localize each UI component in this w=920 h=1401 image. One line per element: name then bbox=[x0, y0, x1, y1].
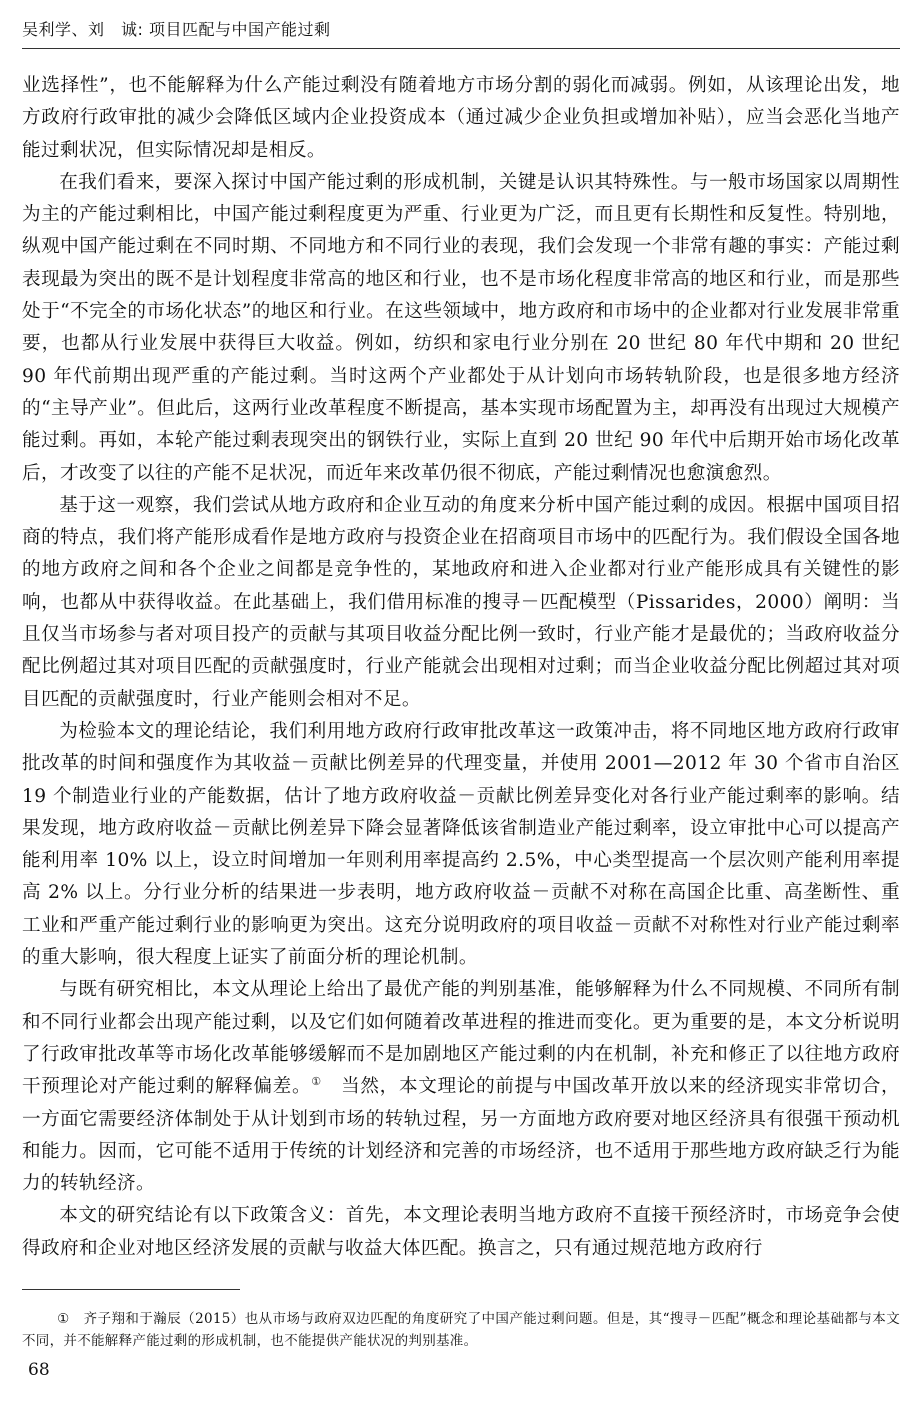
footnote-mark: ① bbox=[57, 1311, 70, 1327]
paragraph-2: 在我们看来，要深入探讨中国产能过剩的形成机制，关键是认识其特殊性。与一般市场国家以周期性为主的产能过剩相比，中国产能过剩程度更为严重、行业更为广泛，而且更有长期性和反复性。特别地，纵观中国产能过剩在不同时期、不同地方和不同行业的表现，我们会发现一个非常有趣的事实：产能过剩表现最为突出的既不是计划程度非常高的地区和行业，也不是市场化程度非常高的地区和行业，而是那些处于“不完全的市场化状态”的地区和行业。在这些领域中，地方政府和市场中的企业都对行业发展非常重要，也都从行业发展中获得巨大收益。例如，纺织和家电行业分别在 20 世纪 80 年代中期和 20 世纪 90 年代前期出现严重的产能过剩。当时这两个产业都处于从计划向市场转轨阶段，也是很多地方经济的“主导产业”。但此后，这两行业改革程度不断提高，基本实现市场配置为主，却再没有出现过大规模产能过剩。再如，本轮产能过剩表现突出的钢铁行业，实际上直到 20 世纪 90 年代中后期开始市场化改革后，才改变了以往的产能不足状况，而近年来改革仍很不彻底，产能过剩情况也愈演愈烈。 bbox=[22, 171, 900, 484]
footnote-divider bbox=[22, 1289, 240, 1290]
paragraph-3: 基于这一观察，我们尝试从地方政府和企业互动的角度来分析中国产能过剩的成因。根据中国项目招商的特点，我们将产能形成看作是地方政府与投资企业在招商项目市场中的匹配行为。我们假设全国各地的地方政府之间和各个企业之间都是竞争性的，某地政府和进入企业都对行业产能形成具有关键性的影响，也都从中获得收益。在此基础上，我们借用标准的搜寻－匹配模型（Pissarides，2000）阐明：当且仅当市场参与者对项目投产的贡献与其项目收益分配比例一致时，行业产能才是最优的；当政府收益分配比例超过其对项目匹配的贡献强度时，行业产能就会出现相对过剩；而当企业收益分配比例超过其对项目匹配的贡献强度时，行业产能则会相对不足。 bbox=[22, 494, 900, 710]
page-number: 68 bbox=[28, 1360, 50, 1380]
running-header bbox=[22, 18, 900, 49]
paragraph-6: 本文的研究结论有以下政策含义：首先，本文理论表明当地方政府不直接干预经济时，市场竞争会使得政府和企业对地区经济发展的贡献与收益大体匹配。换言之，只有通过规范地方政府行 bbox=[22, 1205, 900, 1259]
paragraph-1: 业选择性”，也不能解释为什么产能过剩没有随着地方市场分割的弱化而减弱。例如，从该理论出发，地方政府行政审批的减少会降低区域内企业投资成本（通过减少企业负担或增加补贴），应当会恶化当地产能过剩状况，但实际情况却是相反。 bbox=[22, 75, 900, 161]
header-authors: 吴利学、刘 诚: bbox=[22, 20, 144, 39]
paragraph-4: 为检验本文的理论结论，我们利用地方政府行政审批改革这一政策冲击，将不同地区地方政府行政审批改革的时间和强度作为其收益－贡献比例差异的代理变量，并使用 2001—2012 年 30 个省市自治区 19 个制造业行业的产能数据，估计了地方政府收益－贡献比例差异变化对各行业产能过剩率的影响。结果发现，地方政府收益－贡献比例差异下降会显著降低该省制造业产能过剩率，设立审批中心可以提高产能利用率 10% 以上，设立时间增加一年则利用率提高约 2.5%，中心类型提高一个层次则产能利用率提高 2% 以上。分行业分析的结果进一步表明，地方政府收益－贡献不对称在高国企比重、高垄断性、重工业和严重产能过剩行业的影响更为突出。这充分说明政府的项目收益－贡献不对称性对行业产能过剩率的重大影响，很大程度上证实了前面分析的理论机制。 bbox=[22, 720, 900, 969]
paragraph-5 bbox=[22, 974, 900, 1200]
footnote-reference[interactable]: ① bbox=[311, 1075, 322, 1089]
footnote bbox=[22, 1308, 900, 1352]
paragraph-5-continuation: 当然，本文理论的前提与中国改革开放以来的经济现实非常切合，一方面它需要经济体制处于从计划到市场的转轨过程，另一方面地方政府要对地区经济具有很强干预动机和能力。因而，它可能不适用于传统的计划经济和完善的市场经济，也不适用于那些地方政府缺乏行为能力的转轨经济。 bbox=[22, 1076, 900, 1195]
paragraph-5-text: 与既有研究相比，本文从理论上给出了最优产能的判别基准，能够解释为什么不同规模、不同所有制和不同行业都会出现产能过剩，以及它们如何随着改革进程的推进而变化。更为重要的是，本文分析说明了行政审批改革等市场化改革能够缓解而不是加剧地区产能过剩的内在机制，补充和修正了以往地方政府干预理论对产能过剩的解释偏差。 bbox=[22, 979, 900, 1098]
header-title: 项目匹配与中国产能过剩 bbox=[149, 20, 331, 39]
footnote-text: 齐子翔和于瀚辰（2015）也从市场与政府双边匹配的角度研究了中国产能过剩问题。但是，其“搜寻－匹配”概念和理论基础都与本文不同，并不能解释产能过剩的形成机制，也不能提供产能状况的判别基准。 bbox=[22, 1311, 900, 1349]
article-body bbox=[22, 70, 900, 1265]
